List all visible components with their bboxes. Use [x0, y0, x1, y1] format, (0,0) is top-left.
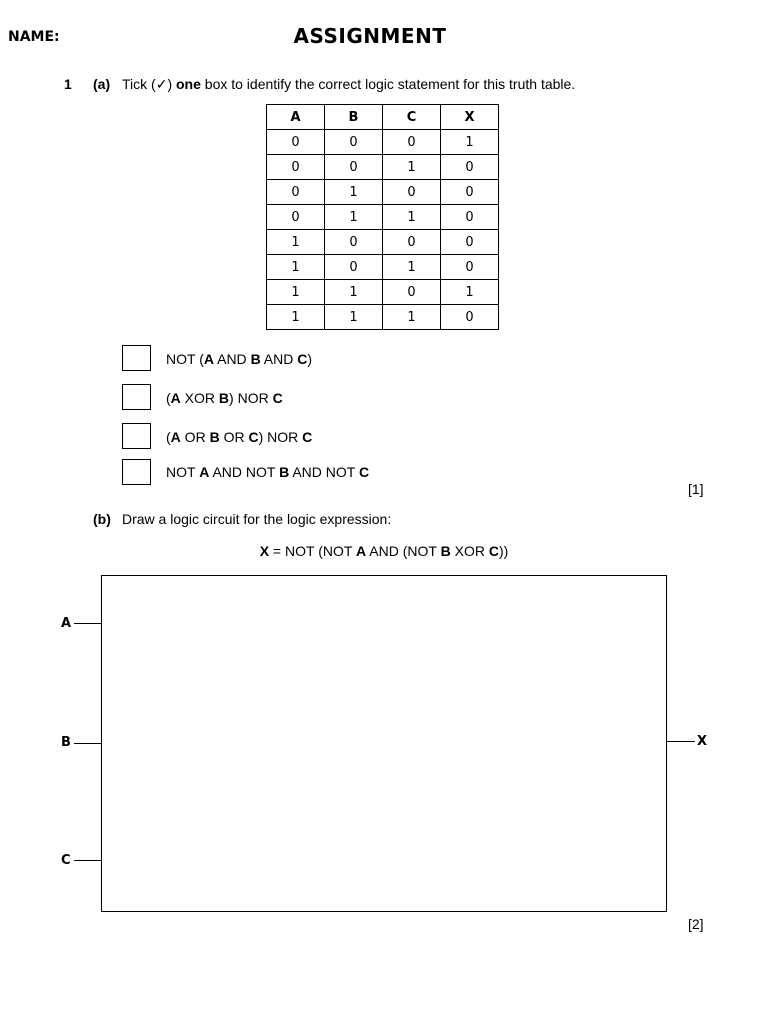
- table-row: [267, 155, 499, 180]
- table-cell: 0: [441, 230, 499, 255]
- table-cell: 0: [441, 155, 499, 180]
- bold-text: C: [302, 429, 313, 445]
- input-c-line: [74, 860, 101, 861]
- table-cell: 0: [267, 180, 325, 205]
- part-a-label: (a): [93, 76, 111, 92]
- col-header-b: B: [325, 105, 383, 130]
- table-cell: 1: [325, 180, 383, 205]
- text-segment: AND: [260, 351, 298, 367]
- text-segment: (: [166, 429, 171, 445]
- table-row: [267, 305, 499, 330]
- text-segment: = NOT (NOT: [269, 543, 357, 559]
- table-cell: 0: [383, 280, 441, 305]
- bold-text: A: [170, 429, 181, 445]
- table-cell: 0: [383, 230, 441, 255]
- truth-table-header-row: [267, 105, 499, 130]
- input-b-label: B: [61, 735, 71, 750]
- table-cell: 1: [383, 205, 441, 230]
- logic-expression: [0, 543, 768, 559]
- text-segment: AND (NOT: [366, 543, 441, 559]
- table-cell: 1: [383, 305, 441, 330]
- text-segment: ): [307, 351, 313, 367]
- table-row: [267, 280, 499, 305]
- table-cell: 0: [441, 205, 499, 230]
- col-header-x: X: [441, 105, 499, 130]
- text-segment: AND: [213, 351, 251, 367]
- option-4-checkbox[interactable]: [122, 459, 151, 485]
- input-b-line: [74, 743, 101, 744]
- table-cell: 0: [325, 130, 383, 155]
- table-cell: 1: [383, 155, 441, 180]
- bold-text: C: [272, 390, 283, 406]
- instruction-bold: one: [176, 76, 201, 92]
- table-cell: 1: [441, 280, 499, 305]
- table-row: [267, 130, 499, 155]
- bold-text: A: [170, 390, 181, 406]
- col-header-c: C: [383, 105, 441, 130]
- text-segment: NOT (: [166, 351, 204, 367]
- instruction-mid: ): [167, 76, 176, 92]
- table-cell: 1: [267, 230, 325, 255]
- part-b-marks: [2]: [688, 916, 704, 932]
- bold-text: C: [488, 543, 499, 559]
- name-label: NAME:: [8, 29, 60, 45]
- option-4-text: [166, 464, 369, 480]
- part-b-label: (b): [93, 511, 111, 527]
- bold-text: X: [259, 543, 270, 559]
- table-row: [267, 255, 499, 280]
- text-segment: ) NOR: [229, 390, 273, 406]
- col-header-a: A: [267, 105, 325, 130]
- table-row: [267, 230, 499, 255]
- output-x-label: X: [697, 734, 708, 749]
- table-row: [267, 205, 499, 230]
- part-b-instruction: Draw a logic circuit for the logic expression:: [122, 511, 392, 527]
- circuit-drawing-area[interactable]: [101, 575, 667, 912]
- truth-table: [266, 104, 499, 330]
- page-title: ASSIGNMENT: [293, 24, 447, 48]
- text-segment: OR: [219, 429, 249, 445]
- table-cell: 0: [267, 155, 325, 180]
- bold-text: B: [209, 429, 220, 445]
- table-cell: 0: [441, 255, 499, 280]
- option-3-text: [166, 429, 312, 445]
- text-segment: XOR: [450, 543, 489, 559]
- bold-text: A: [203, 351, 214, 367]
- option-1-text: [166, 351, 312, 367]
- table-cell: 0: [325, 155, 383, 180]
- table-cell: 0: [441, 305, 499, 330]
- table-cell: 0: [267, 130, 325, 155]
- check-symbol: ✓: [155, 76, 168, 92]
- option-2-text: [166, 390, 283, 406]
- text-segment: NOT: [166, 464, 200, 480]
- table-cell: 1: [383, 255, 441, 280]
- table-cell: 1: [325, 305, 383, 330]
- table-cell: 1: [441, 130, 499, 155]
- input-a-label: A: [61, 616, 72, 631]
- table-cell: 1: [267, 305, 325, 330]
- table-cell: 0: [267, 205, 325, 230]
- bold-text: B: [279, 464, 290, 480]
- text-segment: )): [498, 543, 509, 559]
- table-cell: 0: [325, 255, 383, 280]
- table-cell: 0: [383, 180, 441, 205]
- table-cell: 1: [267, 280, 325, 305]
- text-segment: AND NOT: [289, 464, 359, 480]
- option-2-checkbox[interactable]: [122, 384, 151, 410]
- table-cell: 1: [325, 280, 383, 305]
- option-1-checkbox[interactable]: [122, 345, 151, 371]
- instruction-post: box to identify the correct logic statement for this truth table.: [200, 76, 576, 92]
- table-cell: 1: [267, 255, 325, 280]
- input-a-line: [74, 623, 101, 624]
- text-segment: (: [166, 390, 171, 406]
- table-cell: 0: [325, 230, 383, 255]
- bold-text: B: [250, 351, 261, 367]
- bold-text: B: [218, 390, 230, 406]
- bold-text: C: [248, 429, 259, 445]
- bold-text: C: [358, 464, 370, 480]
- table-cell: 0: [383, 130, 441, 155]
- bold-text: A: [356, 543, 367, 559]
- bold-text: C: [297, 351, 308, 367]
- text-segment: AND NOT: [209, 464, 280, 480]
- bold-text: B: [440, 543, 451, 559]
- table-cell: 0: [441, 180, 499, 205]
- text-segment: ) NOR: [258, 429, 303, 445]
- bold-text: A: [199, 464, 210, 480]
- table-cell: 1: [325, 205, 383, 230]
- text-segment: OR: [180, 429, 210, 445]
- output-x-line: [667, 741, 695, 742]
- instruction-pre: Tick (: [122, 76, 156, 92]
- question-number: 1: [64, 76, 72, 92]
- table-row: [267, 180, 499, 205]
- part-a-marks: [1]: [688, 481, 704, 497]
- input-c-label: C: [61, 853, 71, 868]
- option-3-checkbox[interactable]: [122, 423, 151, 449]
- text-segment: XOR: [180, 390, 219, 406]
- part-a-instruction: [122, 76, 575, 92]
